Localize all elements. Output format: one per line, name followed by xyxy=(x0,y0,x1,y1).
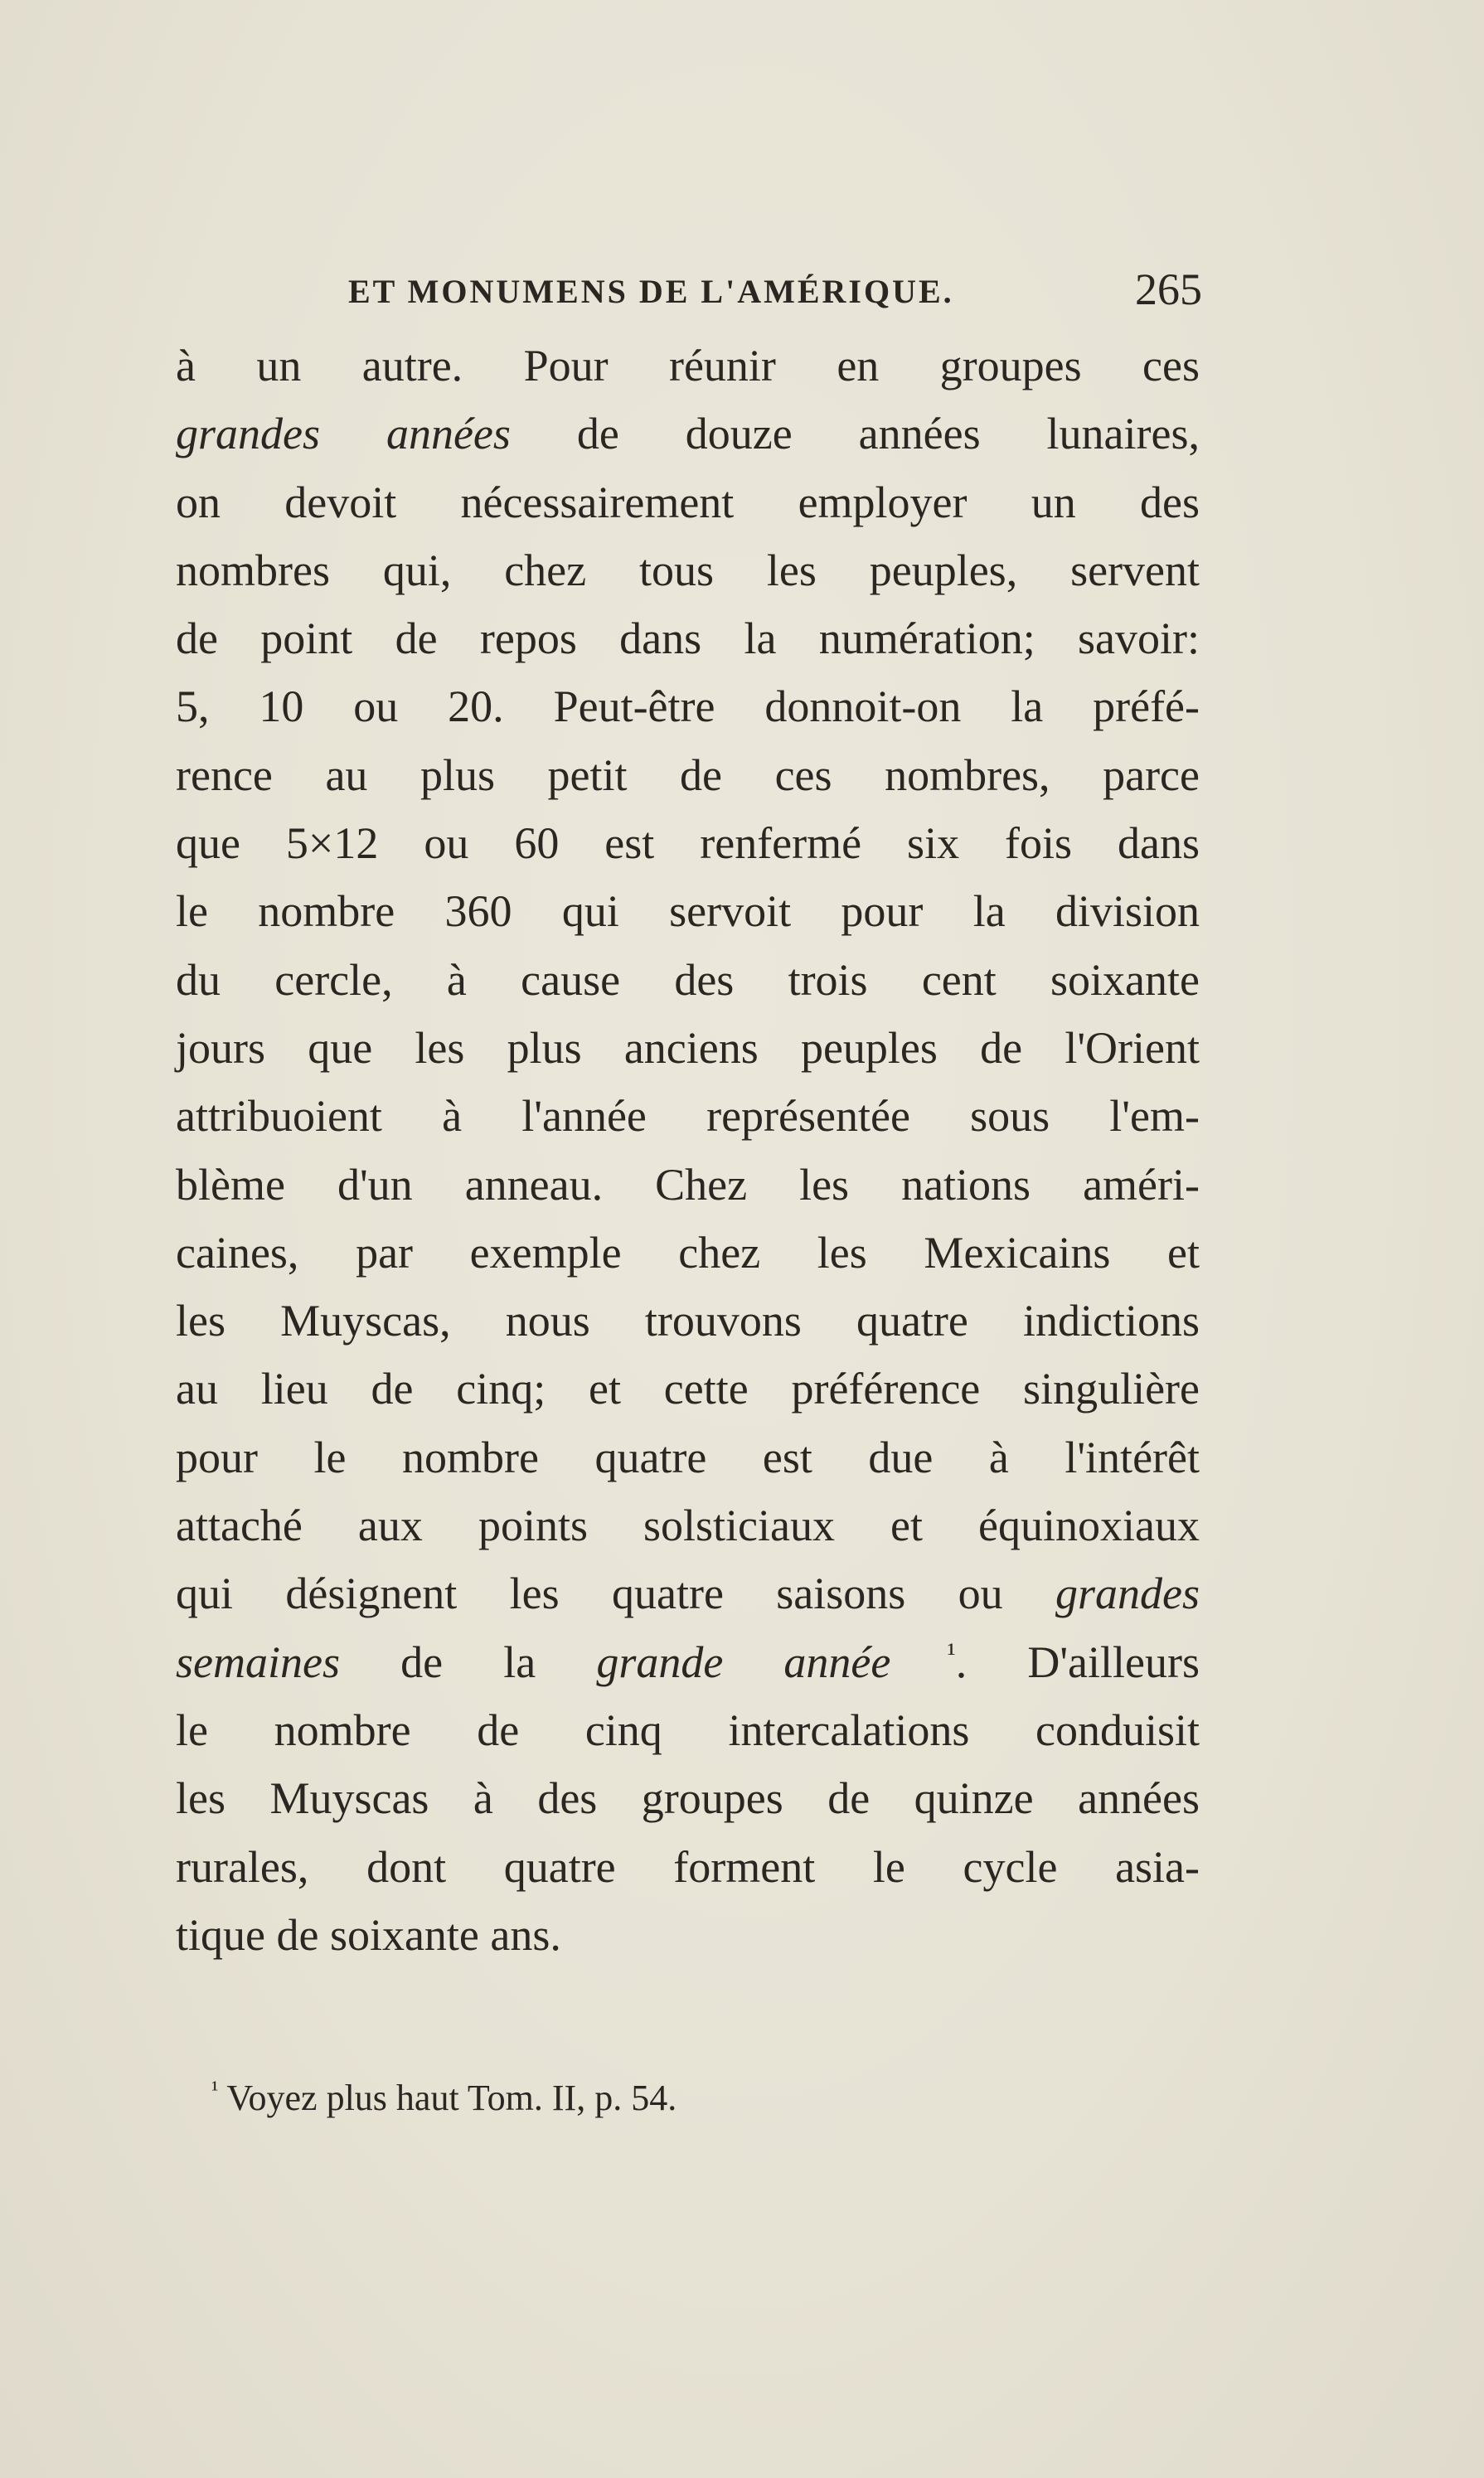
footnote-text: Voyez plus haut Tom. II, p. 54. xyxy=(226,2078,677,2118)
italic-text: semaines xyxy=(176,1637,340,1687)
text-line xyxy=(176,1219,1200,1287)
text-line xyxy=(176,1491,1200,1559)
text-segment: le nombre de cinq intercalations conduisit xyxy=(176,1705,1200,1755)
running-head xyxy=(348,264,1202,313)
text-segment: blème d'un anneau. Chez les nations améri- xyxy=(176,1159,1200,1210)
footnote-mark: ¹ xyxy=(211,2077,219,2102)
text-segment: jours que les plus anciens peuples de l'Orient xyxy=(176,1022,1200,1073)
text-line xyxy=(176,672,1200,740)
italic-text: grandes xyxy=(1055,1569,1200,1619)
text-line xyxy=(176,400,1200,468)
body-text xyxy=(176,332,1200,1969)
text-line xyxy=(176,946,1200,1014)
text-segment: les Muyscas, nous trouvons quatre indictions xyxy=(176,1296,1200,1346)
text-segment: qui désignent les quatre saisons ou xyxy=(176,1569,1055,1619)
text-line xyxy=(176,1901,1200,1969)
text-segment: à un autre. Pour réunir en groupes ces xyxy=(176,341,1200,390)
italic-text: grandes années xyxy=(176,409,511,459)
text-segment: de point de repos dans la numération; savoir: xyxy=(176,613,1200,664)
text-line xyxy=(176,809,1200,877)
text-line xyxy=(176,1287,1200,1355)
text-line xyxy=(176,1764,1200,1832)
text-segment: que 5×12 ou 60 est renfermé six fois dans xyxy=(176,818,1200,869)
text-segment: du cercle, à cause des trois cent soixante xyxy=(176,954,1200,1005)
text-segment: nombres qui, chez tous les peuples, servent xyxy=(176,545,1200,595)
text-segment: tique de soixante ans. xyxy=(176,1909,561,1960)
text-segment: rence au plus petit de ces nombres, parce xyxy=(176,749,1200,800)
text-segment: 5, 10 ou 20. Peut-être donnoit-on la préfé- xyxy=(176,681,1200,732)
page-number: 265 xyxy=(1135,264,1202,314)
text-line xyxy=(176,604,1200,672)
text-segment: . D'ailleurs xyxy=(955,1637,1200,1687)
text-line xyxy=(176,1151,1200,1219)
text-segment: le nombre 360 qui servoit pour la division xyxy=(176,886,1200,937)
text-segment: caines, par exemple chez les Mexicains et xyxy=(176,1227,1200,1278)
text-line xyxy=(176,1014,1200,1082)
text-segment: de la xyxy=(339,1637,597,1687)
text-line xyxy=(176,332,1200,400)
text-line xyxy=(176,877,1200,945)
footnote-reference: ¹ xyxy=(890,1637,956,1669)
text-line xyxy=(176,741,1200,809)
text-segment: attribuoient à l'année représentée sous l'em- xyxy=(176,1091,1200,1142)
text-segment: pour le nombre quatre est due à l'intérêt xyxy=(176,1432,1200,1482)
text-line xyxy=(176,1082,1200,1150)
text-line xyxy=(176,1355,1200,1423)
text-segment: rurales, dont quatre forment le cycle asia- xyxy=(176,1841,1200,1892)
text-segment: au lieu de cinq; et cette préférence singulière xyxy=(176,1364,1200,1414)
text-line xyxy=(176,1628,1200,1696)
text-segment: de douze années lunaires, xyxy=(510,409,1200,459)
text-segment: les Muyscas à des groupes de quinze années xyxy=(176,1773,1200,1824)
text-line xyxy=(176,1833,1200,1901)
footnote xyxy=(211,2077,677,2119)
text-line xyxy=(176,536,1200,604)
text-segment: on devoit nécessairement employer un des xyxy=(176,477,1200,527)
text-line xyxy=(176,1696,1200,1764)
text-line xyxy=(176,468,1200,536)
text-segment: attaché aux points solsticiaux et équinoxiaux xyxy=(176,1501,1200,1551)
italic-text: grande année xyxy=(596,1637,891,1687)
text-line xyxy=(176,1559,1200,1627)
text-line xyxy=(176,1423,1200,1491)
running-title: ET MONUMENS DE L'AMÉRIQUE. xyxy=(348,273,954,310)
